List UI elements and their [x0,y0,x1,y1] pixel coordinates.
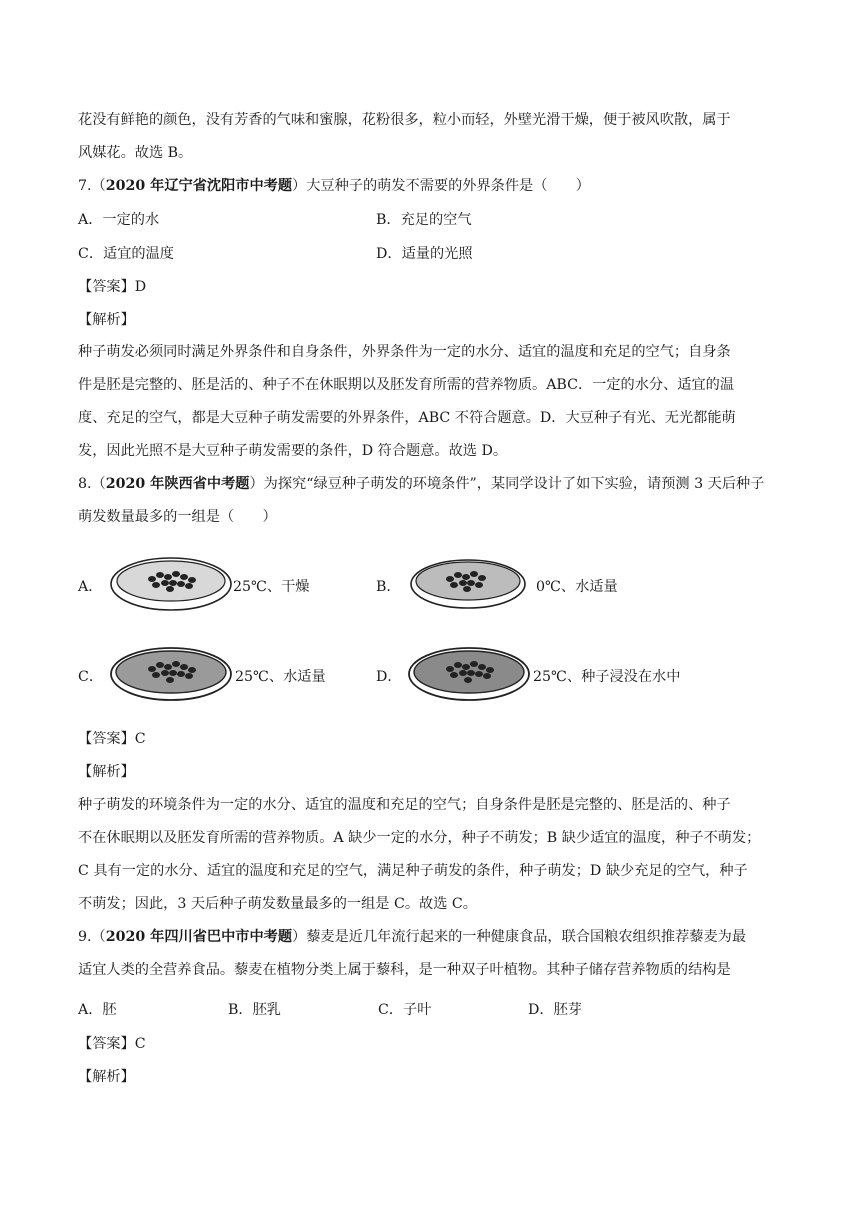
q8-analysis-line-2: 不在休眠期以及胚发育所需的营养物质。A 缺少一定的水分，种子不萌发；B 缺少适宜的温度，种子不萌发； [78,830,761,846]
petri-dish-b-image [408,555,528,613]
q8-option-d-letter: D． [376,669,402,685]
question-source: 2020 年陕西省中考题 [105,476,250,492]
petri-dish-d-image [406,642,532,706]
q8-analysis-line-3: C 具有一定的水分、适宜的温度和充足的空气，满足种子萌发的条件，种子萌发；D 缺少充足的空气，种子 [78,863,748,879]
q8-dish-b-label: 0℃、水适量 [536,579,618,595]
question-text: ）为探究“绿豆种子萌发的环境条件”，某同学设计了如下实验，请预测 3 天后种子 [249,476,765,492]
q7-analysis-line-1: 种子萌发必须同时满足外界条件和自身条件，外界条件为一定的水分、适宜的温度和充足的空气；自身条 [78,344,731,360]
q7-analysis-line-3: 度、充足的空气，都是大豆种子萌发需要的外界条件，ABC 不符合题意。D．大豆种子有光、无光都能萌 [78,410,736,426]
question-8-stem-2: 萌发数量最多的一组是（ ） [78,509,277,525]
q7-option-c: C．适宜的温度 [78,246,174,262]
q7-option-d: D．适量的光照 [376,246,473,262]
q8-option-c-letter: C． [78,669,104,685]
q7-option-b: B．充足的空气 [376,212,472,228]
q7-analysis-line-4: 发，因此光照不是大豆种子萌发需要的条件，D 符合题意。故选 D。 [78,443,508,459]
question-number: 8.（ [78,476,106,492]
q8-answer: 【答案】C [78,731,146,747]
q8-dish-d-label: 25℃、种子浸没在水中 [533,669,681,685]
q7-analysis-line-2: 件是胚是完整的、胚是活的、种子不在休眠期以及胚发育所需的营养物质。ABC．一定的水分、适宜的温 [78,377,735,393]
q9-answer: 【答案】C [78,1036,146,1052]
intro-line-1: 花没有鲜艳的颜色，没有芳香的气味和蜜腺，花粉很多，粒小而轻，外壁光滑干燥，便于被风吹散，属于 [78,112,731,128]
question-text: ）大豆种子的萌发不需要的外界条件是（ ） [292,178,590,194]
q8-dish-c-label: 25℃、水适量 [235,669,326,685]
petri-dish-c-image [108,642,234,706]
question-number: 7.（ [78,178,106,194]
question-9-stem-1 [78,927,746,947]
q9-option-b: B．胚乳 [228,1002,281,1018]
q9-option-d: D．胚芽 [528,1002,582,1018]
q8-analysis-line-4: 不萌发；因此，3 天后种子萌发数量最多的一组是 C。故选 C。 [78,896,477,912]
q8-option-b-letter: B． [376,579,401,595]
q7-answer: 【答案】D [78,279,147,295]
q9-option-c: C．子叶 [378,1002,432,1018]
q8-dish-a-label: 25℃、干燥 [233,579,310,595]
intro-line-2: 风媒花。故选 B。 [78,145,193,161]
q7-option-a: A．一定的水 [78,212,160,228]
q8-option-a-letter: A． [78,579,103,595]
question-number: 9.（ [78,929,106,945]
q7-analysis-title: 【解析】 [78,312,135,328]
question-source: 2020 年辽宁省沈阳市中考题 [105,178,293,194]
question-8-stem-1 [78,474,764,494]
q9-option-a: A．胚 [78,1002,117,1018]
question-source: 2020 年四川省巴中市中考题 [105,929,293,945]
q9-analysis-title: 【解析】 [78,1069,135,1085]
question-7-stem [78,176,590,196]
q8-analysis-line-1: 种子萌发的环境条件为一定的水分、适宜的温度和充足的空气；自身条件是胚是完整的、胚是活的、种子 [78,797,731,813]
petri-dish-a-image [108,552,234,616]
question-text: ）藜麦是近几年流行起来的一种健康食品，联合国粮农组织推荐藜麦为最 [292,929,747,945]
question-9-stem-2: 适宜人类的全营养食品。藜麦在植物分类上属于藜科，是一种双子叶植物。其种子储存营养物质的结构是 [78,962,731,978]
q8-analysis-title: 【解析】 [78,764,135,780]
